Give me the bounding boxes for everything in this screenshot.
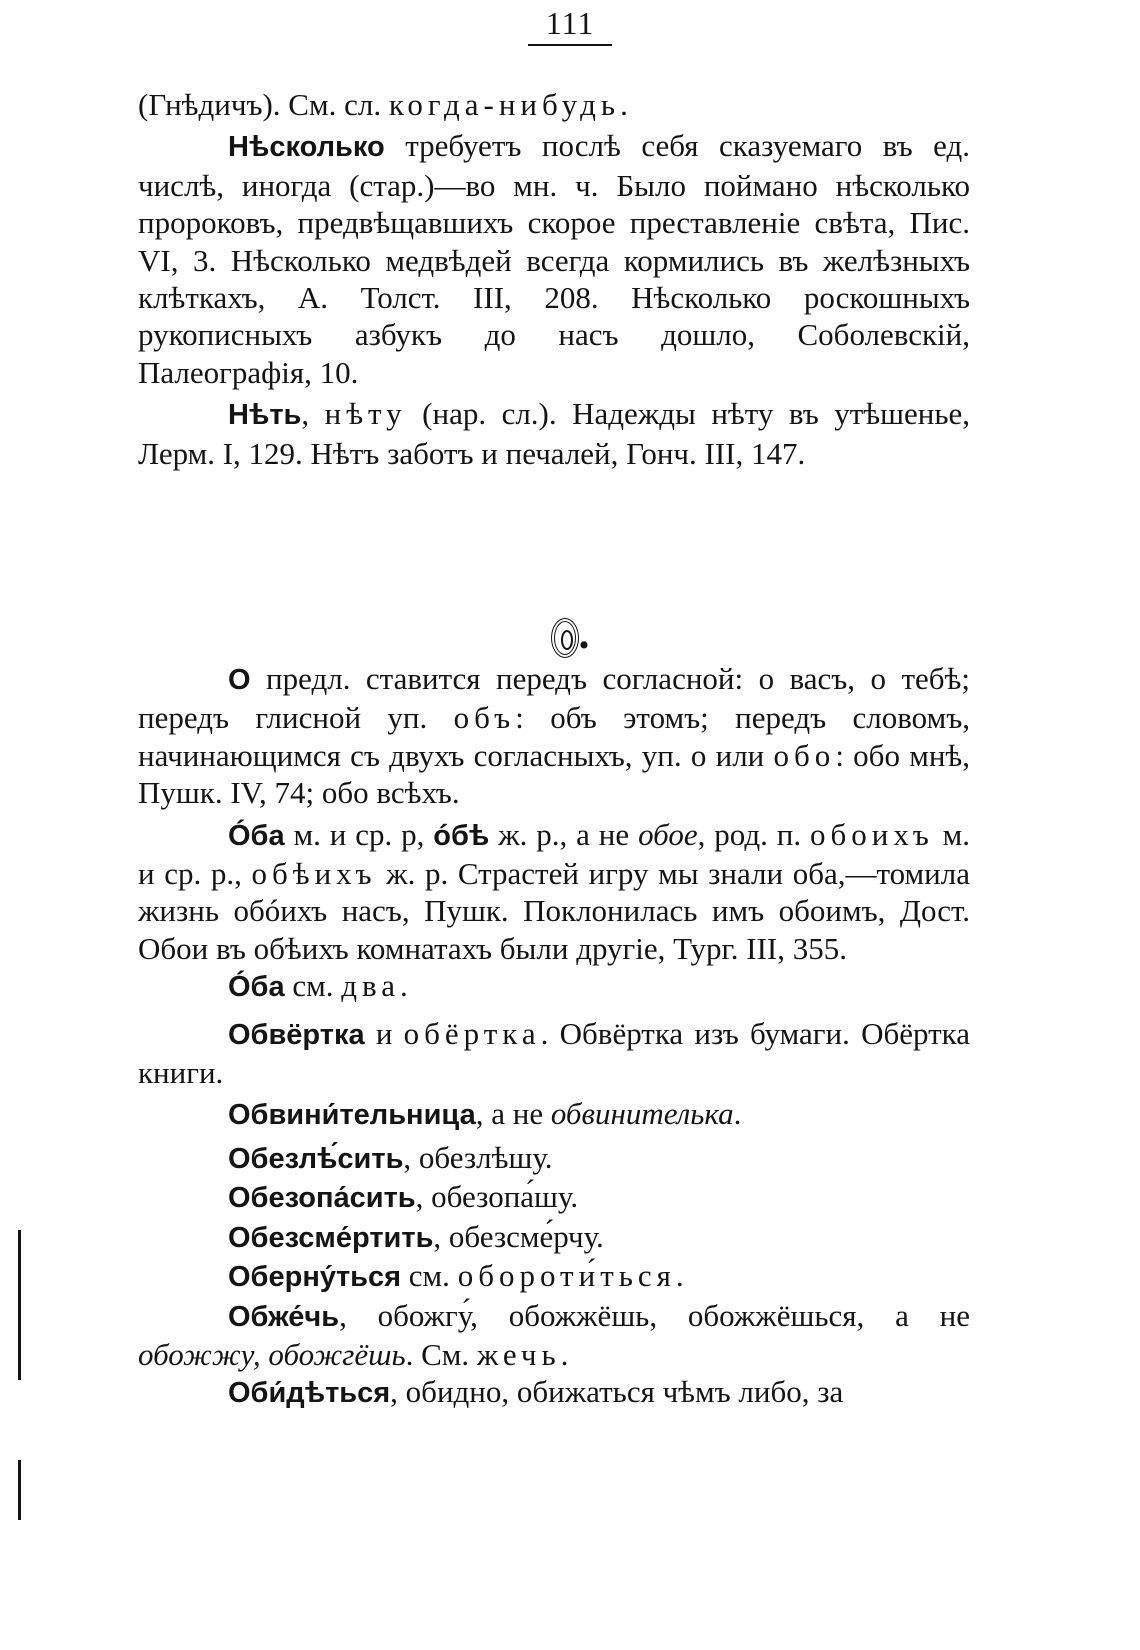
section-heading-o <box>0 608 1140 659</box>
entry-text: требуетъ послѣ себя сказуемаго въ ед. числѣ, иногда (стар.)—во мн. ч. Было поймано нѣсколько пророковъ, предвѣщавшихъ скорое преставленіе свѣта, Пис. VI, 3. Нѣсколько медвѣдей всегда кормились въ желѣзныхъ клѣткахъ, А. Толст. III, 208. Нѣсколько роскошныхъ рукописныхъ азбукъ до насъ дошло, Соболевскій, Палеографія, 10. <box>138 128 970 390</box>
entries-section-o <box>138 660 970 1413</box>
cross-reference: жечь <box>476 1336 561 1372</box>
headword: Обвини́тельница <box>228 1099 476 1132</box>
entries-before-section <box>138 86 970 472</box>
headword: Обезопа́сить <box>228 1182 416 1215</box>
page-number-text: 111 <box>528 4 613 46</box>
cross-reference: два <box>341 968 401 1004</box>
entry-oba: Óба м. и ср. р, óбѣ ж. р., а не обое, род. п. обоихъ м. и ср. р., обѣихъ ж. р. Страстей игру мы знали оба,—томила жизнь обóихъ насъ, Пушк. Поклонилась имъ обоимъ, Дост. Обои въ обѣихъ комнатахъ были другіе, Тург. III, 355. <box>138 816 970 966</box>
entry-text: (нар. сл.). Надежды нѣту въ утѣшенье, Лерм. I, 129. Нѣтъ заботъ и печалей, Гонч. III, 147. <box>138 396 971 471</box>
entry-obezlesit: Обезлѣ́сить, обезлѣшу. <box>228 1139 553 1175</box>
entry-obezopasit: Обезопа́сить, обезопа́шу. <box>228 1179 579 1215</box>
headword: Обезсме́ртить <box>228 1221 434 1254</box>
entry-obidetsya: Оби́дѣться, обидно, обижаться чѣмъ либо, за <box>228 1374 844 1410</box>
headword: Óба <box>228 819 285 852</box>
entry-neskolko <box>138 127 970 391</box>
entry-net: Нѣть, нѣту (нар. сл.). Надежды нѣту въ утѣшенье, Лерм. I, 129. Нѣтъ заботъ и печалей, Гонч. III, 147. <box>138 396 971 471</box>
headword: Нѣть <box>228 399 302 432</box>
headword: О <box>228 664 251 696</box>
headword: Обезлѣ́сить <box>228 1142 404 1175</box>
entry-obezsmertit: Обезсме́ртить, обезсме́рчу. <box>228 1218 604 1254</box>
section-letter-dot: . <box>578 609 590 658</box>
page-number <box>0 4 1140 46</box>
entry-obzhech: Обже́чь, обожгу́, обожжёшь, обожжёшься, а не обожжу, обожгёшь. См. жечь. <box>138 1297 970 1372</box>
cross-reference: обороти́ться <box>457 1258 676 1294</box>
headword: Нѣсколько <box>228 131 385 164</box>
scan-margin-mark <box>18 1460 21 1520</box>
headword: Обвёртка <box>228 1018 365 1051</box>
entry-continuation: (Гнѣдичъ). См. сл. когда-нибудь. <box>138 87 628 122</box>
cross-reference: когда-нибудь <box>388 87 621 122</box>
entry-obvinitelnitsa: Обвини́тельница, а не обвинителька. <box>228 1096 742 1132</box>
headword: Оберну́ться <box>228 1261 402 1294</box>
entry-o: О предл. ставится передъ согласной: о васъ, о тебѣ; передъ глисной уп. объ: объ этомъ; передъ словомъ, начинающимся съ двухъ согласныхъ, уп. о или обо: обо мнѣ, Пушк. IV, 74; обо всѣхъ. <box>138 661 970 811</box>
scan-margin-mark <box>18 1230 21 1380</box>
headword: Оби́дѣться <box>228 1377 391 1410</box>
headword: Обже́чь <box>228 1300 340 1333</box>
headword-feminine: óбѣ <box>433 819 490 852</box>
ornamental-letter-o-icon <box>551 618 579 658</box>
headword: Óба <box>228 971 285 1004</box>
entry-obvertka: Обвёртка и обёртка. Обвёртка изъ бумаги. Обёртка книги. <box>138 1015 970 1091</box>
entry-obernutsya: Оберну́ться см. обороти́ться. <box>228 1258 684 1294</box>
variant-form: нѣту <box>324 396 407 432</box>
entry-oba-ref: Óба см. два. <box>228 968 408 1004</box>
